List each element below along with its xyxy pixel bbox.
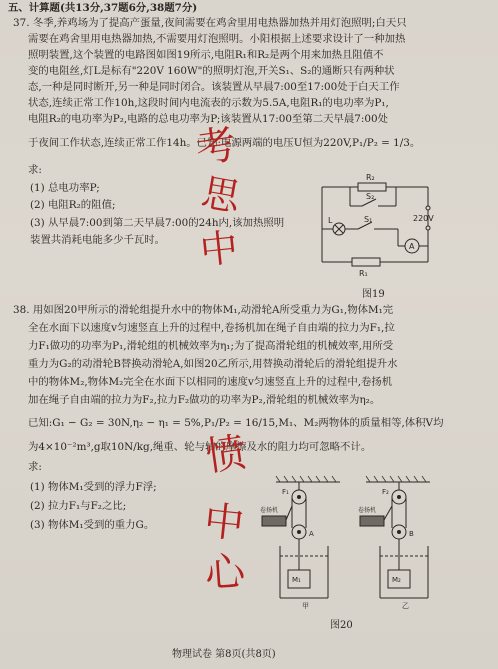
- handwriting-char: 考: [192, 121, 240, 173]
- q37-line: 态,一种是同时断开,另一种是同时闭合。该装置从早晨7:00至17:00处于白天工作: [28, 81, 400, 93]
- q38-line: 加在绳子自由端的拉力为F₂,拉力F₂做功的功率为P₂,滑轮组的机械效率为η₂。: [28, 394, 381, 406]
- label-m1: M₁: [292, 576, 301, 584]
- q38-line: 38. 用如图20甲所示的滑轮组提升水中的物体M₁,动滑轮A所受重力为G₁,物体M₁完: [13, 304, 394, 316]
- handwriting-char: 心: [203, 548, 247, 598]
- q38-line: (2) 拉力F₁与F₂之比;: [30, 500, 127, 512]
- handwriting-char: 中: [201, 498, 247, 548]
- q37-line: 照明装置,这个装置的电路图如图19所示,电阻R₁和R₂是两个用来加热且阻值不: [28, 49, 384, 61]
- label-lamp: L: [328, 216, 333, 225]
- q37-line: 电阻R₂的电功率为P₂,电路的总电功率为P;该装置从17:00至第二天早晨7:00处: [28, 113, 389, 125]
- label-m2: M₂: [392, 576, 401, 584]
- figure-20-caption: 图20: [330, 620, 353, 631]
- q37-line: 37. 冬季,养鸡场为了提高产蛋量,夜间需要在鸡舍里用电热器加热并用灯泡照明;白天只: [13, 17, 407, 29]
- label-ammeter: A: [409, 242, 415, 251]
- q37-line: 求:: [28, 164, 42, 176]
- q38-line: (1) 物体M₁受到的浮力F浮;: [30, 481, 157, 493]
- label-f1: F₁: [282, 488, 289, 496]
- pulley-diagram-fig20: [258, 470, 458, 610]
- resistor-r1: [352, 258, 380, 266]
- handwriting-char: 中: [197, 225, 241, 273]
- q38-line: 已知:G₁ − G₂ = 30N,η₂ − η₁ = 5%,P₁/P₂ = 16/15,M₁、M₂两物体的质量相等,体积V均: [28, 417, 444, 429]
- resistor-r2: [358, 183, 386, 191]
- q37-line: (1) 总电功率P;: [30, 182, 100, 194]
- q38-line: 力F₁做功的功率为P₁,滑轮组的机械效率为η₁;为了提高滑轮组的机械效率,用所受: [28, 340, 394, 352]
- label-s1: S₁: [364, 215, 373, 224]
- q37-line: (3) 从早晨7:00到第二天早晨7:00的24h内,该加热照明: [30, 217, 285, 229]
- q37-line: 状态,连续正常工作10h,这段时间内电流表的示数为5.5A,电阻R₁的电功率为P₁,: [28, 97, 389, 109]
- winch-right: [360, 516, 384, 526]
- label-pulley-a: A: [309, 530, 314, 538]
- q37-line: 装置共消耗电能多少千瓦时。: [30, 234, 166, 246]
- label-r1: R₁: [359, 269, 368, 278]
- label-pulley-b: B: [409, 530, 414, 538]
- q37-line: 变的电阻丝,灯L是标有"220V 160W"的照明灯泡,开关S₁、S₂的通断只有两种状: [28, 65, 395, 77]
- label-winch-left: 卷扬机: [260, 507, 279, 514]
- q37-line: 需要在鸡舍里用电热器加热,不需要用灯泡照明。小阳根据上述要求设计了一种加热: [28, 33, 406, 45]
- q38-line: 为4×10⁻²m³,g取10N/kg,绳重、轮与轴的摩擦及水的阻力均可忽略不计。: [28, 441, 372, 453]
- label-s2: S₂: [366, 192, 375, 201]
- q37-line: 于夜间工作状态,连续正常工作14h。已知:电源两端的电压U恒为220V,P₁/P₂ = 1/3。: [28, 137, 421, 149]
- handwriting-char: 思: [198, 170, 244, 220]
- label-winch-right: 卷扬机: [358, 507, 377, 514]
- winch-left: [262, 516, 286, 526]
- q38-line: 求:: [28, 461, 42, 473]
- label-voltage: 220V: [413, 214, 434, 223]
- label-r2: R₂: [366, 173, 375, 182]
- page-footer: 物理试卷 第8页(共8页): [172, 649, 276, 660]
- q37-line: (2) 电阻R₂的阻值;: [30, 199, 116, 211]
- label-jia: 甲: [302, 602, 309, 610]
- handwriting-char: 愤: [202, 429, 250, 481]
- label-yi: 乙: [402, 602, 409, 610]
- q38-line: (3) 物体M₁受到的重力G。: [30, 519, 155, 531]
- q38-line: 重力为G₂的动滑轮B替换动滑轮A,如图20乙所示,用替换动滑轮后的滑轮组提升水: [28, 358, 398, 370]
- q38-line: 中的物体M₂,物体M₂完全在水面下以相同的速度v匀速竖直上升的过程中,卷扬机: [28, 376, 393, 388]
- section-heading: 五、计算题(共13分,37题6分,38题7分): [8, 2, 198, 14]
- circuit-diagram-fig19: [300, 172, 450, 282]
- label-f2: F₂: [382, 488, 389, 496]
- q38-line: 全在水面下以速度v匀速竖直上升的过程中,卷扬机加在绳子自由端的拉力为F₁,拉: [28, 322, 395, 334]
- figure-19-caption: 图19: [362, 289, 385, 300]
